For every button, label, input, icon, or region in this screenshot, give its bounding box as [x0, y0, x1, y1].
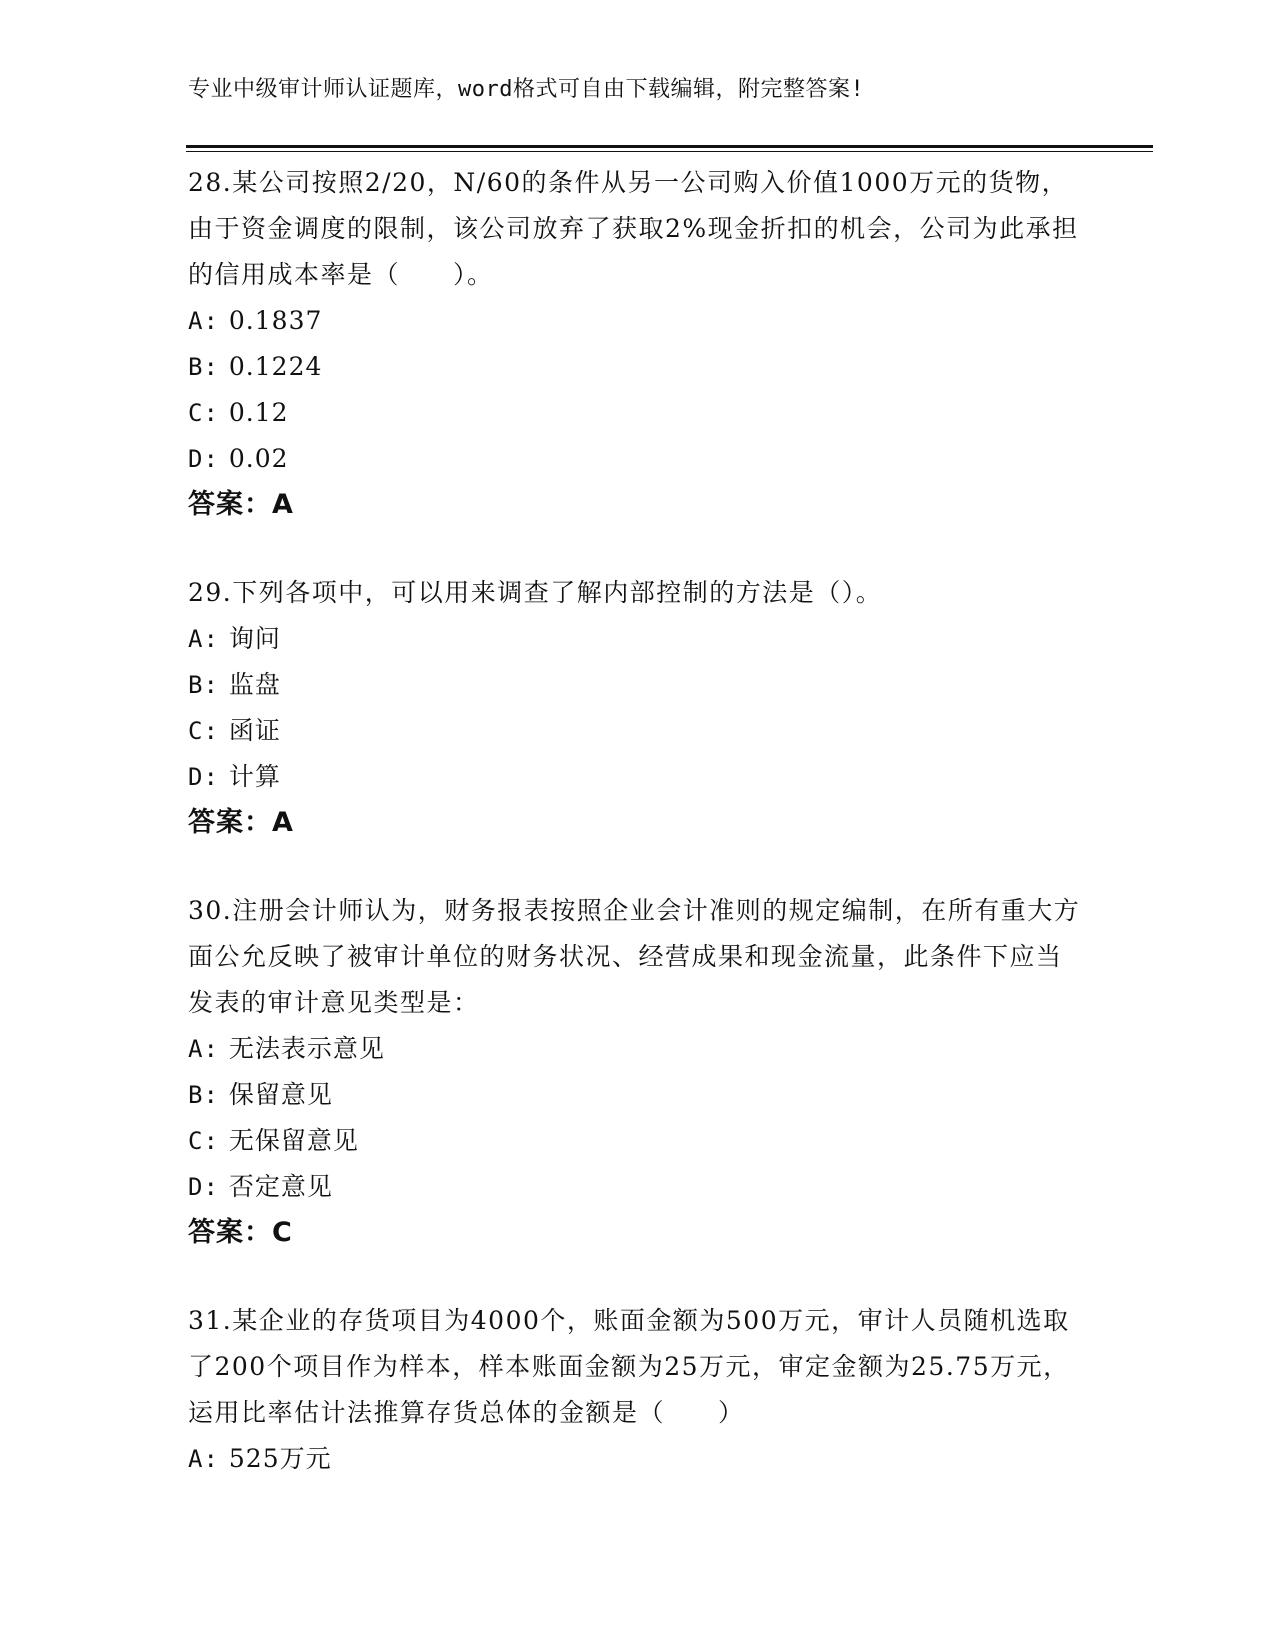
option-letter: B:: [188, 671, 219, 699]
question-list: [188, 160, 1088, 1524]
option-text: 函证: [228, 716, 281, 745]
option-a: [188, 298, 1088, 344]
option-c: [188, 390, 1088, 436]
option-text: 计算: [228, 762, 281, 791]
question-30: [188, 888, 1088, 1256]
option-text: 无保留意见: [228, 1126, 359, 1155]
question-stem: 30.注册会计师认为，财务报表按照企业会计准则的规定编制，在所有重大方面公允反映了被审计单位的财务状况、经营成果和现金流量，此条件下应当发表的审计意见类型是：: [188, 896, 1081, 1017]
answer-label: 答案：A: [188, 807, 294, 838]
option-d: [188, 436, 1088, 482]
option-d: [188, 754, 1088, 800]
question-stem: 31.某企业的存货项目为4000个，账面金额为500万元，审计人员随机选取了200个项目作为样本，样本账面金额为25万元，审定金额为25.75万元，运用比率估计法推算存货总体的金额是（ ）: [188, 1306, 1070, 1427]
option-text: 525万元: [228, 1444, 332, 1473]
option-text: 否定意见: [228, 1172, 333, 1201]
option-letter: A:: [188, 625, 219, 653]
question-29: [188, 570, 1088, 846]
question-28: [188, 160, 1088, 528]
option-letter: A:: [188, 1035, 219, 1063]
question-stem: 29.下列各项中，可以用来调查了解内部控制的方法是（）。: [188, 578, 883, 607]
option-text: 保留意见: [228, 1080, 333, 1109]
option-text: 0.12: [228, 398, 289, 427]
option-a: [188, 616, 1088, 662]
option-text: 0.02: [228, 444, 289, 473]
option-text: 无法表示意见: [228, 1034, 385, 1063]
option-c: [188, 1118, 1088, 1164]
option-c: [188, 708, 1088, 754]
question-stem: 28.某公司按照2/20，N/60的条件从另一公司购入价值1000万元的货物，由于资金调度的限制，该公司放弃了获取2%现金折扣的机会，公司为此承担的信用成本率是（ ）。: [188, 168, 1079, 289]
option-letter: D:: [188, 445, 219, 473]
option-letter: D:: [188, 1173, 219, 1201]
option-b: [188, 662, 1088, 708]
option-letter: A:: [188, 1445, 219, 1473]
option-b: [188, 1072, 1088, 1118]
option-a: [188, 1026, 1088, 1072]
option-letter: A:: [188, 307, 219, 335]
option-text: 0.1837: [228, 306, 323, 335]
option-b: [188, 344, 1088, 390]
option-text: 询问: [228, 624, 281, 653]
option-letter: C:: [188, 717, 219, 745]
option-a: [188, 1436, 1088, 1482]
page-header: 专业中级审计师认证题库，word格式可自由下载编辑，附完整答案!: [188, 77, 865, 102]
option-letter: D:: [188, 763, 219, 791]
option-letter: B:: [188, 353, 219, 381]
option-text: 监盘: [228, 670, 281, 699]
option-letter: C:: [188, 399, 219, 427]
answer-label: 答案：C: [188, 1217, 293, 1248]
question-31: [188, 1298, 1088, 1482]
header-divider: [186, 145, 1153, 152]
answer-label: 答案：A: [188, 489, 294, 520]
option-letter: C:: [188, 1127, 219, 1155]
option-letter: B:: [188, 1081, 219, 1109]
option-d: [188, 1164, 1088, 1210]
option-text: 0.1224: [228, 352, 323, 381]
